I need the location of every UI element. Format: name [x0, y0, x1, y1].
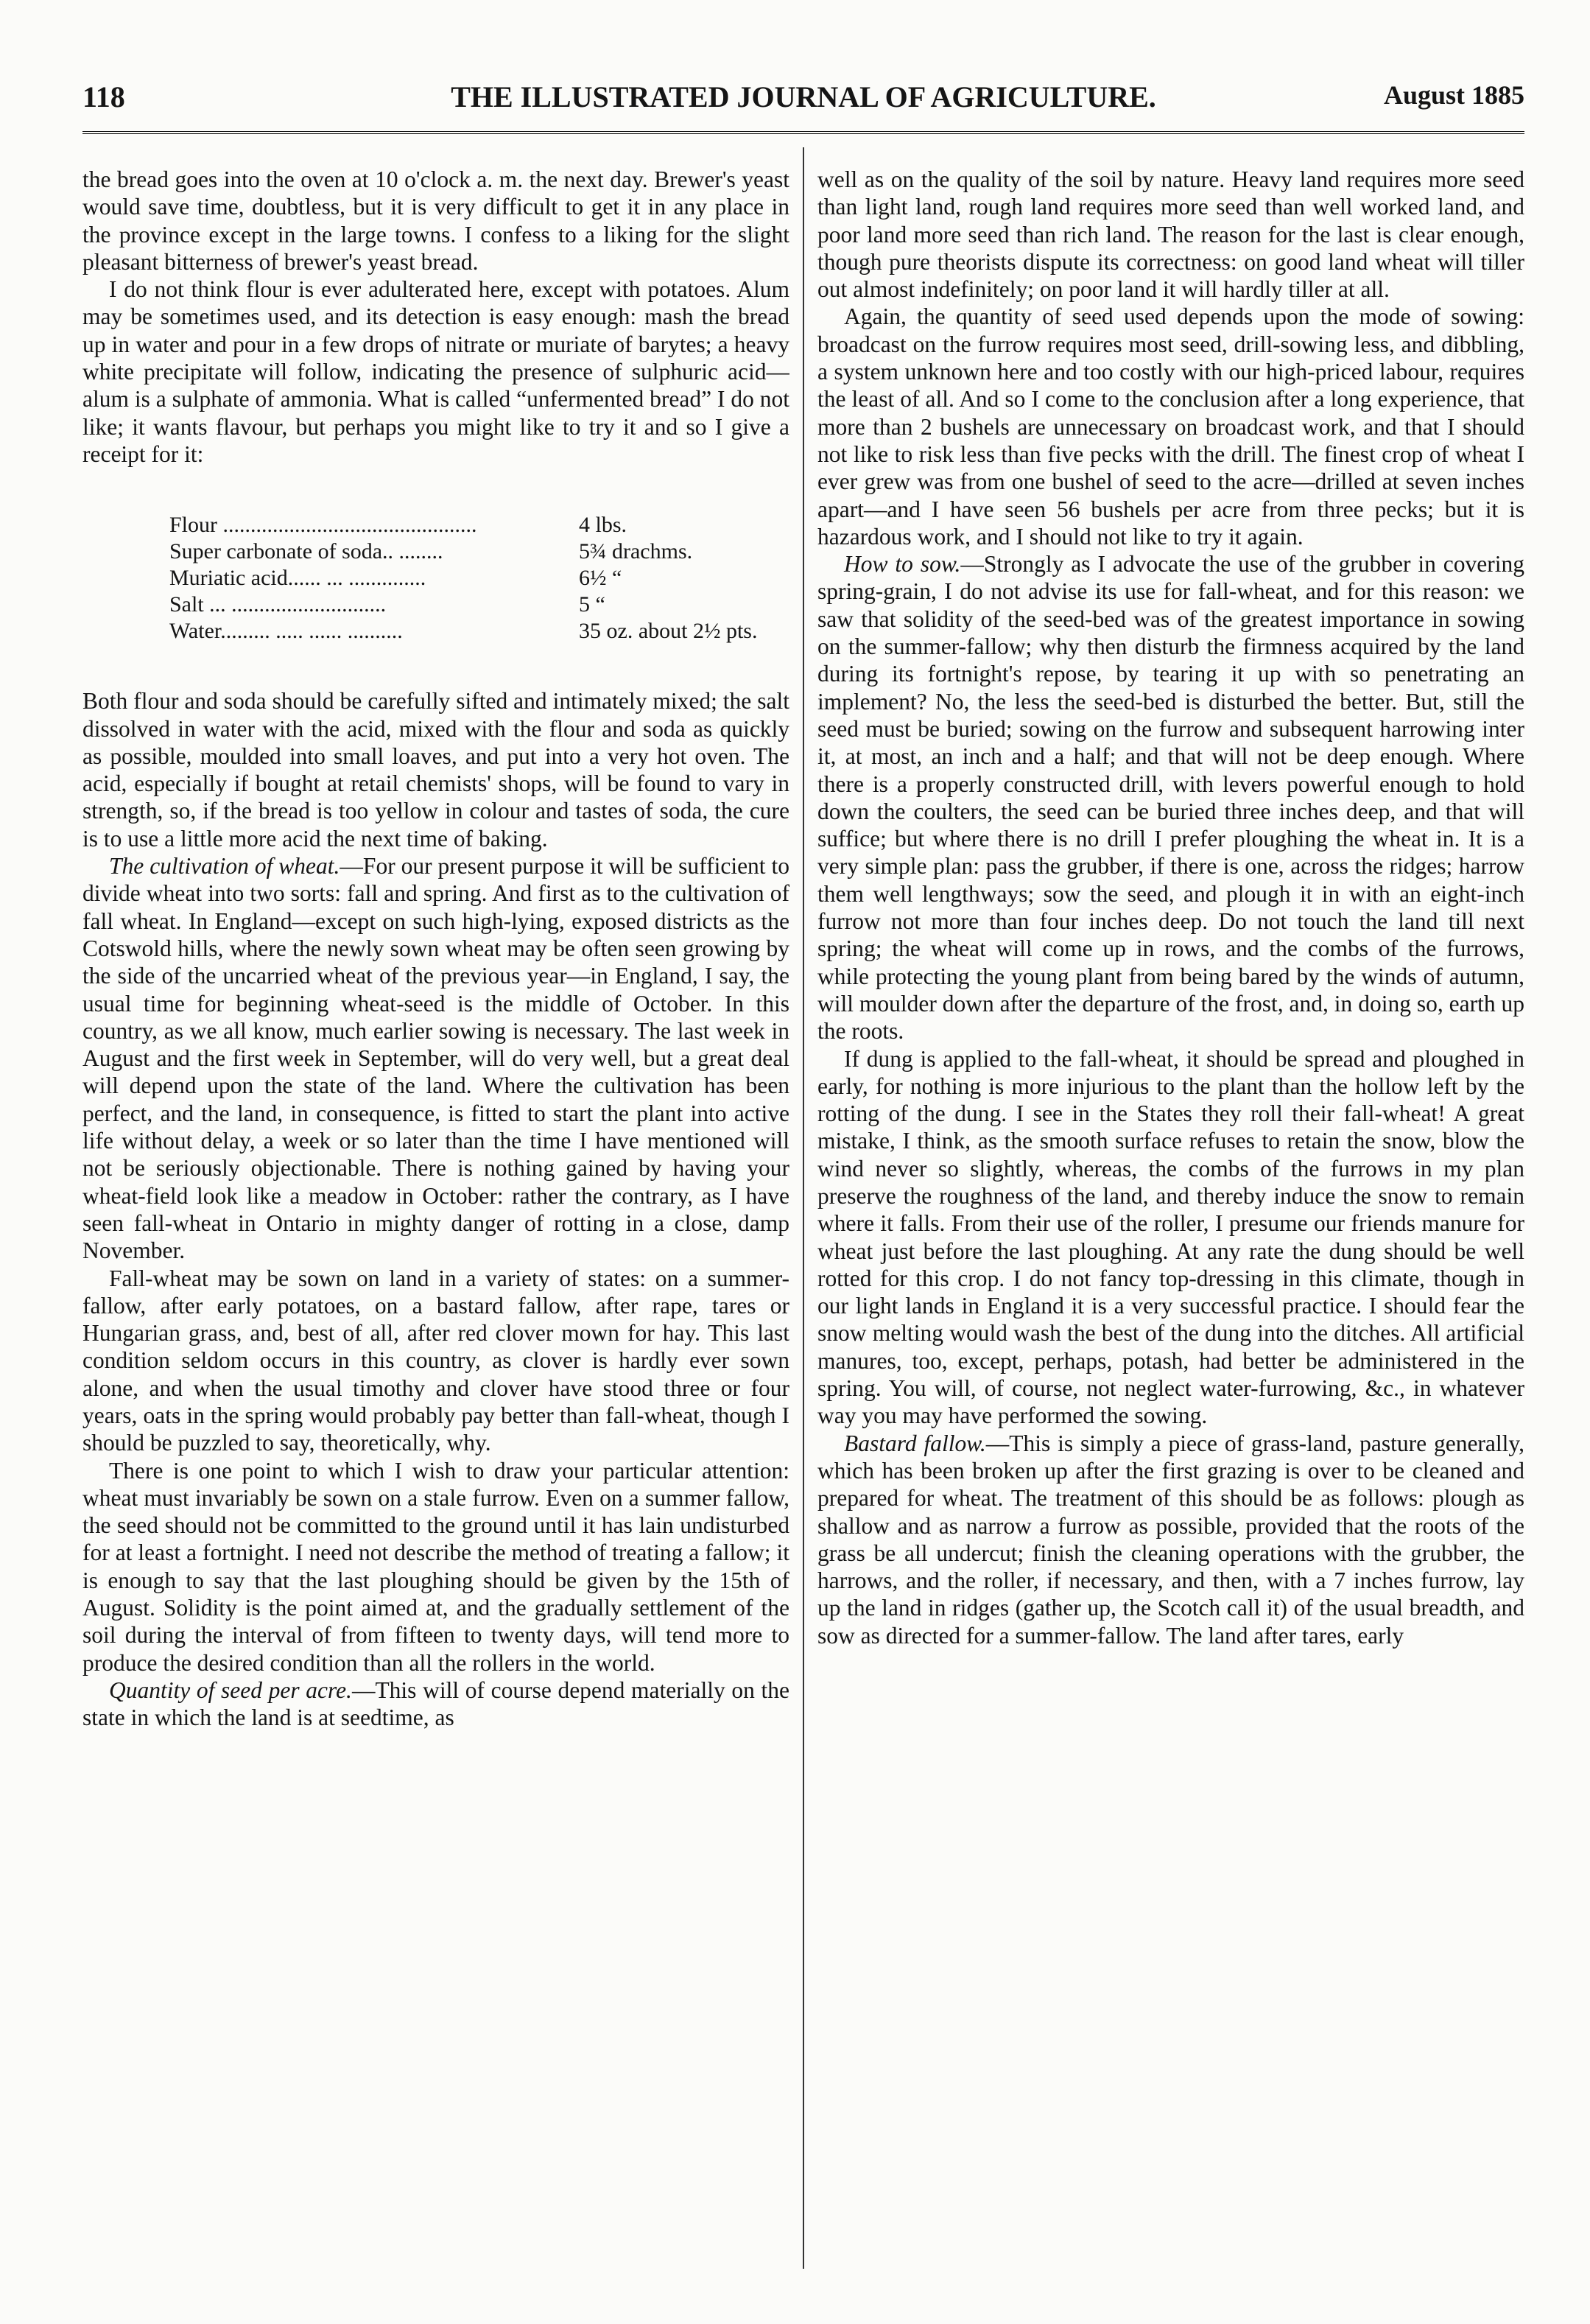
right-column [817, 166, 1524, 2272]
paragraph: If dung is applied to the fall-wheat, it should be spread and ploughed in early, for nothing is more injurious to the plant than the hollow left by the rotting of the dung. I see in the States they roll their fall-wheat! A great mistake, I think, as the smooth surface refuses to retain the snow, blow the wind never so slightly, whereas, the combs of the furrows in my plan preserve the roughness of the land, and thereby induce the snow to remain where it falls. From their use of the roller, I presume our friends manure for wheat just before the last ploughing. At any rate the dung should be well rotted for this crop. I do not fancy top-dressing in this climate, though in our light lands in England it is a very successful practice. I should fear the snow melting would wash the best of the dung into the ditches. All artificial manures, too, except, perhaps, potash, had better be administered in the spring. You will, of course, not neglect water-furrowing, &c., in whatever way you may have performed the sowing. [817, 1045, 1524, 1429]
section-heading: How to sow. [844, 551, 961, 578]
section-paragraph [817, 1430, 1524, 1649]
paragraph-text: —This is simply a piece of grass-land, pasture generally, which has been broken up after the first grazing is over to be cleaned and prepared for wheat. The treatment of this should be as follows: plough as shallow and as narrow a furrow as possible, provided that the roots of the grass be all undercut; finish the cleaning operations with the grubber, the harrows, and the roller, if necessary, and then, with a 7 inches furrow, lay up the land in ridges (gather up, the Scotch call it) of the usual breadth, and sow as directed for a summer-fallow. The land after tares, early [817, 1430, 1524, 1649]
paragraph-text: —This will of course depend materially on the state in which the land is at seedtime, as [82, 1677, 789, 1731]
page-number: 118 [82, 80, 125, 113]
recipe-row [169, 512, 789, 538]
paragraph: Again, the quantity of seed used depends upon the mode of sowing: broadcast on the furrow requires most seed, drill-sowing less, and dibbling, a system unknown here and too costly with our high-priced labour, requires the least of all. And so I come to the conclusion after a long experience, that more than 2 bushels are unnecessary on broadcast work, and that I should not like to risk less than five pecks with the drill. The finest crop of wheat I ever grew was from one bushel of seed to the acre—drilled at seven inches apart—and I have seen 56 bushels per acre from three pecks; but it is hazardous work, and I should not like to try it again. [817, 303, 1524, 550]
paragraph-text: —For our present purpose it will be sufficient to divide wheat into two sorts: fall and spring. And first as to the cultivation of fall wheat. In England—except on such high-lying, exposed districts as the Cotswold hills, where the newly sown wheat may be often seen growing by the side of the uncarried wheat of the previous year—in England, I say, the usual time for beginning wheat-seed is the middle of October. In this country, as we all know, much earlier sowing is necessary. The last week in August and the first week in September, will do very well, but a great deal will depend upon the state of the land. Where the cultivation has been perfect, and the land, in consequence, is fitted to start the plant into active life without delay, a week or so later than the time I have mentioned will not be seriously objectionable. There is nothing gained by having your wheat-field look like a meadow in October: rather the contrary, as I have seen fall-wheat in Ontario in mighty danger of rotting in a close, damp November. [82, 853, 789, 1264]
section-heading: Bastard fallow. [844, 1430, 986, 1456]
section-paragraph [817, 550, 1524, 1045]
recipe-ingredient: Super carbonate of soda.. ........ [169, 539, 443, 564]
left-column [82, 166, 789, 2272]
recipe-quantity: 5¾ drachms. [579, 539, 693, 564]
recipe-ingredient: Salt ... ............................ [169, 592, 387, 617]
recipe-row [169, 538, 789, 565]
paragraph: I do not think flour is ever adulterated here, except with potatoes. Alum may be sometimes used, and its detection is easy enough: mash the bread up in water and pour in a few drops of nitrate or muriate of barytes; a heavy white precipitate will follow, indicating the presence of sulphuric acid—alum is a sulphate of ammonia. What is called “unfermented bread” I do not like; it wants flavour, but perhaps you might like to try it and so I give a receipt for it: [82, 276, 789, 467]
paragraph: the bread goes into the oven at 10 o'clock a. m. the next day. Brewer's yeast would save time, doubtless, but it is very difficult to get it in any place in the province except in the large towns. I confess to a liking for the slight pleasant bitterness of brewer's yeast bread. [82, 166, 789, 275]
recipe-row [169, 618, 789, 645]
page-header [82, 80, 1524, 124]
paragraph: There is one point to which I wish to draw your particular attention: wheat must invariably be sown on a stale furrow. Even on a summer fallow, the seed should not be committed to the ground until it has lain undisturbed for at least a fortnight. I need not describe the method of treating a fallow; it is enough to say that the last ploughing should be given by the 15th of August. Solidity is the point aimed at, and the gradually settlement of the soil during the interval of from fifteen to twenty days, will tend more to produce the desired condition than all the rollers in the world. [82, 1457, 789, 1676]
section-paragraph [82, 852, 789, 1264]
paragraph: well as on the quality of the soil by nature. Heavy land requires more seed than light land, rough land requires more seed than well worked land, and poor land more seed than rich land. The reason for the last is clear enough, though pure theorists dispute its correctness: on good land wheat will tiller out almost indefinitely; on poor land it will hardly tiller at all. [817, 166, 1524, 303]
recipe-ingredient: Water......... ..... ...... .......... [169, 619, 403, 644]
recipe-quantity: 5 “ [579, 592, 605, 617]
issue-date: August 1885 [1383, 80, 1524, 110]
recipe-ingredient: Muriatic acid...... ... .............. [169, 566, 426, 591]
recipe-quantity: 4 lbs. [579, 513, 627, 538]
paragraph: Fall-wheat may be sown on land in a variety of states: on a summer-fallow, after early potatoes, on a bastard fallow, after rape, tares or Hungarian grass, and, best of all, after red clover mown for hay. This last condition seldom occurs in this country, as clover is hardly ever sown alone, and when the usual timothy and clover have stood three or four years, oats in the spring would probably pay better than fall-wheat, though I should be puzzled to say, theoretically, why. [82, 1265, 789, 1456]
recipe-row [169, 565, 789, 591]
section-paragraph [82, 1677, 789, 1732]
section-heading: The cultivation of wheat. [109, 853, 340, 880]
recipe-quantity: 35 oz. about 2½ pts. [579, 619, 758, 644]
column-divider [803, 147, 804, 2269]
paragraph-text: —Strongly as I advocate the use of the grubber in covering spring-grain, I do not advise its use for fall-wheat, and for this reason: we saw that solidity of the seed-bed was of the greatest importance in sowing on the summer-fallow; why then disturb the firmness acquired by the land during its fortnight's repose, by tearing it up with so penetrating an implement? No, the less the seed-bed is disturbed the better. But, still the seed must be buried; sowing on the furrow and subsequent harrowing inter it, at most, an inch and a half; and that will not be deep enough. Where there is a properly constructed drill, with levers powerful enough to hold down the coulters, the seed can be buried three inches deep, and that will suffice; but where there is no drill I prefer ploughing the wheat in. It is a very simple plan: pass the grubber, if there is one, across the ridges; harrow them well lengthways; sow the seed, and plough it in with an eight-inch furrow not more than four inches deep. Do not touch the land till next spring; the wheat will come up in rows, and the combs of the furrows, while protecting the young plant from being bared by the winds of autumn, will moulder down after the departure of the frost, and, in doing so, earth up the roots. [817, 551, 1524, 1045]
header-rule [82, 131, 1524, 134]
journal-title: THE ILLUSTRATED JOURNAL OF AGRICULTURE. [451, 80, 1156, 113]
recipe-table [169, 512, 789, 645]
recipe-ingredient: Flour .............................................. [169, 513, 477, 538]
recipe-row [169, 591, 789, 618]
paragraph: Both flour and soda should be carefully sifted and intimately mixed; the salt dissolved in water with the acid, mixed with the flour and soda as quickly as possible, moulded into small loaves, and put into a very hot oven. The acid, especially if bought at retail chemists' shops, will be found to vary in strength, so, if the bread is too yellow in colour and tastes of soda, the cure is to use a little more acid the next time of baking. [82, 688, 789, 852]
section-heading: Quantity of seed per acre. [109, 1677, 352, 1703]
recipe-quantity: 6½ “ [579, 566, 622, 591]
